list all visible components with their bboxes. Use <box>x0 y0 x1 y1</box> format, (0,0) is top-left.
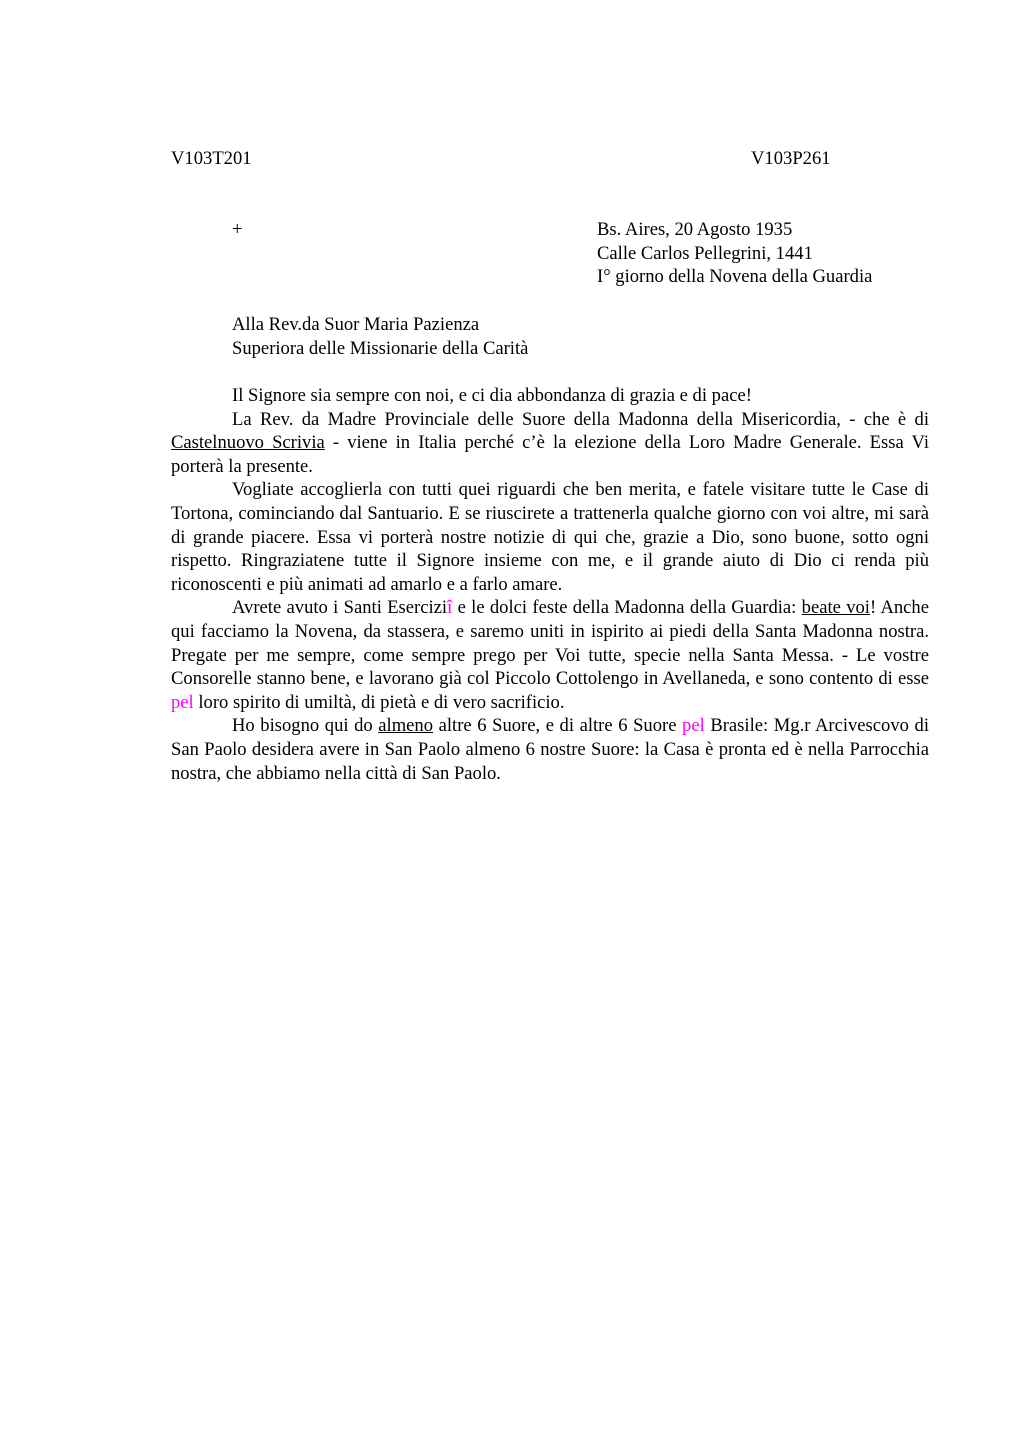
paragraph-novena <box>171 596 929 714</box>
text-span: e le dolci feste della Madonna della Guardia: <box>452 597 802 619</box>
text-span: - viene in Italia perché c’è la elezione della Loro Madre Generale. Essa Vi porterà la presente. <box>171 432 930 477</box>
text-span: ! Anche qui facciamo la Novena, da stassera, e saremo uniti in ispirito ai piedi della Santa Madonna nostra. Pregate per me sempre, come sempre prego per Voi tutte, specie nella Santa Messa. - Le vostre Consorelle stanno bene, e lavorano già col Piccolo Cottolengo in Avellaneda, e sono contento di esse <box>171 597 929 690</box>
text-span: Brasile: Mg.r Arcivescovo di San Paolo desidera avere in San Paolo almeno 6 nostre Suore: la Casa è pronta ed è nella Parrocchia nostra, che abbiamo nella città di San Paolo. <box>171 715 929 784</box>
novena-day: I° giorno della Novena della Guardia <box>597 266 873 288</box>
text-span: Avrete avuto i Santi Esercizi <box>232 597 448 619</box>
addressee-name: Alla Rev.da Suor Maria Pazienza <box>232 314 480 335</box>
underlined-place: Castelnuovo Scrivia <box>171 432 325 454</box>
paragraph-provincial <box>171 408 929 479</box>
dateline-block <box>597 218 872 289</box>
archive-ref-right: V103P261 <box>751 148 831 169</box>
underlined-word: almeno <box>378 715 434 737</box>
underlined-phrase: beate voi <box>801 597 870 619</box>
highlighted-word: pel <box>171 691 194 713</box>
addressee-block <box>232 313 528 360</box>
street-address: Calle Carlos Pellegrini, 1441 <box>597 242 813 264</box>
place-date: Bs. Aires, 20 Agosto 1935 <box>597 219 793 240</box>
cross-symbol: + <box>232 219 243 240</box>
archive-ref-left: V103T201 <box>171 148 252 169</box>
text-span: Ho bisogno qui do <box>232 715 379 737</box>
text-span: La Rev. da Madre Provinciale delle Suore della Madonna della Misericordia, - che è di <box>232 408 929 430</box>
highlighted-word: pel <box>682 715 705 737</box>
paragraph-welcome: Vogliate accoglierla con tutti quei riguardi che ben merita, e fatele visitare tutte le Case di Tortona, cominciando dal Santuario. E se riuscirete a trattenerla qualche giorno con voi altre, mi sarà di grande piacere. Essa vi porterà nostre notizie di qui che, grazie a Dio, sono buone, sotto ogni rispetto. Ringraziatene tutte il Signore insieme con me, e il grande aiuto di Dio ci renda più riconoscenti e più animati ad amarlo e a farlo amare. <box>171 479 929 595</box>
highlighted-mark: î <box>447 597 453 619</box>
text-span: loro spirito di umiltà, di pietà e di vero sacrificio. <box>193 691 565 713</box>
paragraph-greeting: Il Signore sia sempre con noi, e ci dia abbondanza di grazia e di pace! <box>232 385 752 406</box>
addressee-title: Superiora delle Missionarie della Carità <box>232 337 529 359</box>
paragraph-request <box>171 714 929 785</box>
letter-body <box>171 384 929 785</box>
text-span: altre 6 Suore, e di altre 6 Suore <box>433 715 683 737</box>
